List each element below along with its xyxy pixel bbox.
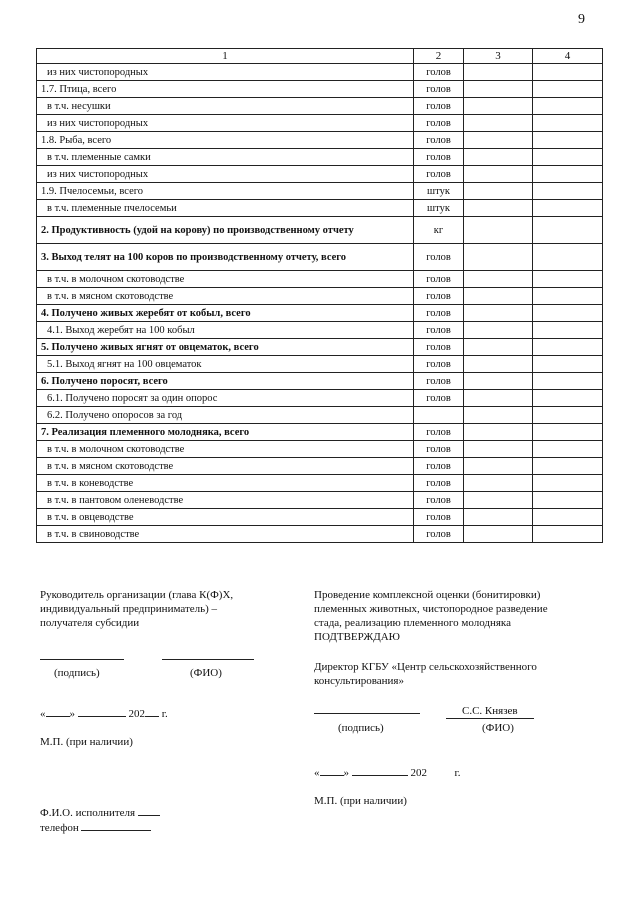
header-col-1: 1 bbox=[37, 49, 414, 64]
director-block bbox=[314, 660, 537, 688]
row-unit: голов bbox=[414, 458, 464, 475]
approval-block bbox=[314, 588, 548, 644]
row-value-4[interactable] bbox=[533, 115, 603, 132]
row-value-4[interactable] bbox=[533, 390, 603, 407]
table-row bbox=[37, 132, 603, 149]
row-value-4[interactable] bbox=[533, 288, 603, 305]
row-label: в т.ч. в мясном скотоводстве bbox=[37, 458, 414, 475]
table-row bbox=[37, 183, 603, 200]
recipient-date bbox=[40, 707, 168, 721]
row-value-4[interactable] bbox=[533, 149, 603, 166]
row-label: 5. Получено живых ягнят от овцематок, всего bbox=[37, 339, 414, 356]
director-sign-label: (подпись) bbox=[338, 722, 384, 734]
row-value-4[interactable] bbox=[533, 183, 603, 200]
row-unit: голов bbox=[414, 441, 464, 458]
recipient-head-line2: индивидуальный предприниматель) – bbox=[40, 603, 218, 615]
table-row bbox=[37, 288, 603, 305]
row-unit: штук bbox=[414, 200, 464, 217]
row-unit: голов bbox=[414, 244, 464, 271]
row-label: 6.2. Получено опоросов за год bbox=[37, 407, 414, 424]
table-row bbox=[37, 339, 603, 356]
row-value-3[interactable] bbox=[464, 407, 533, 424]
row-unit: голов bbox=[414, 64, 464, 81]
approval-line1: Проведение комплексной оценки (бонитировки) bbox=[314, 589, 541, 601]
director-line2: консультирования» bbox=[314, 675, 404, 687]
row-label: в т.ч. в овцеводстве bbox=[37, 509, 414, 526]
date-suffix: г. bbox=[161, 708, 168, 720]
table-row bbox=[37, 407, 603, 424]
table-row bbox=[37, 424, 603, 441]
row-unit: голов bbox=[414, 356, 464, 373]
table-row bbox=[37, 526, 603, 543]
recipient-sign-label: (подпись) bbox=[54, 667, 100, 679]
date-year: 202 bbox=[410, 767, 427, 779]
livestock-table bbox=[36, 48, 603, 543]
table-row bbox=[37, 458, 603, 475]
row-unit: голов bbox=[414, 424, 464, 441]
row-label: в т.ч. в коневодстве bbox=[37, 475, 414, 492]
approval-line2: племенных животных, чистопородное разведение bbox=[314, 603, 548, 615]
row-unit: штук bbox=[414, 183, 464, 200]
director-date bbox=[314, 766, 461, 780]
row-value-3[interactable] bbox=[464, 166, 533, 183]
row-unit: голов bbox=[414, 305, 464, 322]
row-unit: голов bbox=[414, 288, 464, 305]
date-suffix: г. bbox=[454, 767, 461, 779]
row-value-4[interactable] bbox=[533, 305, 603, 322]
approval-line3: стада, реализацию племенного молодняка bbox=[314, 617, 511, 629]
row-value-4[interactable] bbox=[533, 509, 603, 526]
table-row bbox=[37, 200, 603, 217]
row-value-3[interactable] bbox=[464, 98, 533, 115]
row-value-3[interactable] bbox=[464, 322, 533, 339]
table-row bbox=[37, 322, 603, 339]
row-value-4[interactable] bbox=[533, 373, 603, 390]
row-value-3[interactable] bbox=[464, 458, 533, 475]
row-value-3[interactable] bbox=[464, 132, 533, 149]
director-line1: Директор КГБУ «Центр сельскохозяйственного bbox=[314, 661, 537, 673]
row-unit: голов bbox=[414, 132, 464, 149]
table-row bbox=[37, 64, 603, 81]
row-label: 1.7. Птица, всего bbox=[37, 81, 414, 98]
row-value-4[interactable] bbox=[533, 492, 603, 509]
row-label: 1.9. Пчелосемьи, всего bbox=[37, 183, 414, 200]
table-row bbox=[37, 390, 603, 407]
row-value-3[interactable] bbox=[464, 64, 533, 81]
row-label: 5.1. Выход ягнят на 100 овцематок bbox=[37, 356, 414, 373]
row-unit: голов bbox=[414, 390, 464, 407]
table-row bbox=[37, 81, 603, 98]
row-value-4[interactable] bbox=[533, 526, 603, 543]
approval-line4: ПОДТВЕРЖДАЮ bbox=[314, 631, 400, 643]
row-unit: голов bbox=[414, 373, 464, 390]
row-unit: голов bbox=[414, 339, 464, 356]
header-col-4: 4 bbox=[533, 49, 603, 64]
row-unit: голов bbox=[414, 81, 464, 98]
row-value-3[interactable] bbox=[464, 373, 533, 390]
row-value-3[interactable] bbox=[464, 492, 533, 509]
table-row bbox=[37, 244, 603, 271]
table-row bbox=[37, 98, 603, 115]
row-value-3[interactable] bbox=[464, 339, 533, 356]
row-value-4[interactable] bbox=[533, 200, 603, 217]
director-sign-line bbox=[314, 704, 420, 718]
row-unit: голов bbox=[414, 98, 464, 115]
row-value-4[interactable] bbox=[533, 244, 603, 271]
recipient-block bbox=[40, 588, 233, 630]
row-value-4[interactable] bbox=[533, 356, 603, 373]
executor-label: Ф.И.О. исполнителя bbox=[40, 807, 136, 819]
table-row bbox=[37, 441, 603, 458]
row-value-3[interactable] bbox=[464, 200, 533, 217]
row-value-4[interactable] bbox=[533, 166, 603, 183]
row-unit: кг bbox=[414, 217, 464, 244]
row-value-3[interactable] bbox=[464, 390, 533, 407]
phone-line bbox=[40, 821, 151, 835]
row-value-4[interactable] bbox=[533, 441, 603, 458]
row-unit: голов bbox=[414, 492, 464, 509]
row-value-3[interactable] bbox=[464, 183, 533, 200]
row-label: из них чистопородных bbox=[37, 64, 414, 81]
row-label: 1.8. Рыба, всего bbox=[37, 132, 414, 149]
table-row bbox=[37, 115, 603, 132]
table-row bbox=[37, 509, 603, 526]
row-label: в т.ч. в пантовом оленеводстве bbox=[37, 492, 414, 509]
row-label: 4.1. Выход жеребят на 100 кобыл bbox=[37, 322, 414, 339]
recipient-head-line3: получателя субсидии bbox=[40, 617, 140, 629]
director-name bbox=[446, 704, 534, 719]
row-value-4[interactable] bbox=[533, 339, 603, 356]
row-value-3[interactable] bbox=[464, 244, 533, 271]
row-value-4[interactable] bbox=[533, 407, 603, 424]
row-value-4[interactable] bbox=[533, 64, 603, 81]
director-fio-label: (ФИО) bbox=[482, 722, 514, 734]
row-value-3[interactable] bbox=[464, 526, 533, 543]
row-unit bbox=[414, 407, 464, 424]
header-col-3: 3 bbox=[464, 49, 533, 64]
row-value-3[interactable] bbox=[464, 356, 533, 373]
table-row bbox=[37, 166, 603, 183]
table-row bbox=[37, 475, 603, 492]
row-unit: голов bbox=[414, 475, 464, 492]
page-number: 9 bbox=[578, 12, 585, 27]
row-value-3[interactable] bbox=[464, 475, 533, 492]
row-label: в т.ч. в молочном скотоводстве bbox=[37, 271, 414, 288]
date-open-quote: « bbox=[314, 767, 320, 779]
row-value-3[interactable] bbox=[464, 115, 533, 132]
row-value-4[interactable] bbox=[533, 132, 603, 149]
row-label: 4. Получено живых жеребят от кобыл, всего bbox=[37, 305, 414, 322]
date-year: 202 bbox=[128, 708, 145, 720]
date-close-quote: » bbox=[343, 767, 349, 779]
row-label: из них чистопородных bbox=[37, 115, 414, 132]
row-label: в т.ч. несушки bbox=[37, 98, 414, 115]
table-row bbox=[37, 492, 603, 509]
table-row bbox=[37, 305, 603, 322]
row-label: в т.ч. племенные самки bbox=[37, 149, 414, 166]
row-label: в т.ч. племенные пчелосемьи bbox=[37, 200, 414, 217]
row-label: 3. Выход телят на 100 коров по производственному отчету, всего bbox=[37, 244, 414, 271]
phone-label: телефон bbox=[40, 822, 79, 834]
row-unit: голов bbox=[414, 526, 464, 543]
row-label: из них чистопородных bbox=[37, 166, 414, 183]
row-value-4[interactable] bbox=[533, 98, 603, 115]
row-value-3[interactable] bbox=[464, 149, 533, 166]
row-unit: голов bbox=[414, 271, 464, 288]
row-value-3[interactable] bbox=[464, 424, 533, 441]
header-col-2: 2 bbox=[414, 49, 464, 64]
table-row bbox=[37, 356, 603, 373]
recipient-head-line1: Руководитель организации (глава К(Ф)Х, bbox=[40, 589, 234, 601]
date-close-quote: » bbox=[69, 708, 75, 720]
recipient-fio-label: (ФИО) bbox=[190, 667, 222, 679]
row-value-4[interactable] bbox=[533, 271, 603, 288]
row-value-4[interactable] bbox=[533, 81, 603, 98]
table-row bbox=[37, 149, 603, 166]
director-signer-name: С.С. Князев bbox=[446, 704, 534, 719]
recipient-sign-line bbox=[40, 650, 124, 664]
row-unit: голов bbox=[414, 149, 464, 166]
row-label: 6.1. Получено поросят за один опорос bbox=[37, 390, 414, 407]
row-label: 2. Продуктивность (удой на корову) по производственному отчету bbox=[37, 217, 414, 244]
row-label: 7. Реализация племенного молодняка, всего bbox=[37, 424, 414, 441]
row-value-4[interactable] bbox=[533, 475, 603, 492]
table-row bbox=[37, 271, 603, 288]
row-label: 6. Получено поросят, всего bbox=[37, 373, 414, 390]
date-open-quote: « bbox=[40, 708, 46, 720]
row-unit: голов bbox=[414, 322, 464, 339]
recipient-fio-line bbox=[162, 650, 254, 664]
row-unit: голов bbox=[414, 115, 464, 132]
row-value-4[interactable] bbox=[533, 458, 603, 475]
table-header-row bbox=[37, 49, 603, 64]
row-label: в т.ч. в свиноводстве bbox=[37, 526, 414, 543]
recipient-stamp: М.П. (при наличии) bbox=[40, 736, 133, 748]
row-value-3[interactable] bbox=[464, 305, 533, 322]
row-label: в т.ч. в мясном скотоводстве bbox=[37, 288, 414, 305]
row-value-3[interactable] bbox=[464, 217, 533, 244]
table-row bbox=[37, 217, 603, 244]
row-value-4[interactable] bbox=[533, 424, 603, 441]
row-value-3[interactable] bbox=[464, 271, 533, 288]
row-value-3[interactable] bbox=[464, 81, 533, 98]
director-stamp: М.П. (при наличии) bbox=[314, 795, 407, 807]
row-unit: голов bbox=[414, 166, 464, 183]
table-row bbox=[37, 373, 603, 390]
row-value-3[interactable] bbox=[464, 509, 533, 526]
row-value-4[interactable] bbox=[533, 217, 603, 244]
row-value-3[interactable] bbox=[464, 288, 533, 305]
row-value-4[interactable] bbox=[533, 322, 603, 339]
executor-line bbox=[40, 806, 160, 820]
row-unit: голов bbox=[414, 509, 464, 526]
row-label: в т.ч. в молочном скотоводстве bbox=[37, 441, 414, 458]
row-value-3[interactable] bbox=[464, 441, 533, 458]
